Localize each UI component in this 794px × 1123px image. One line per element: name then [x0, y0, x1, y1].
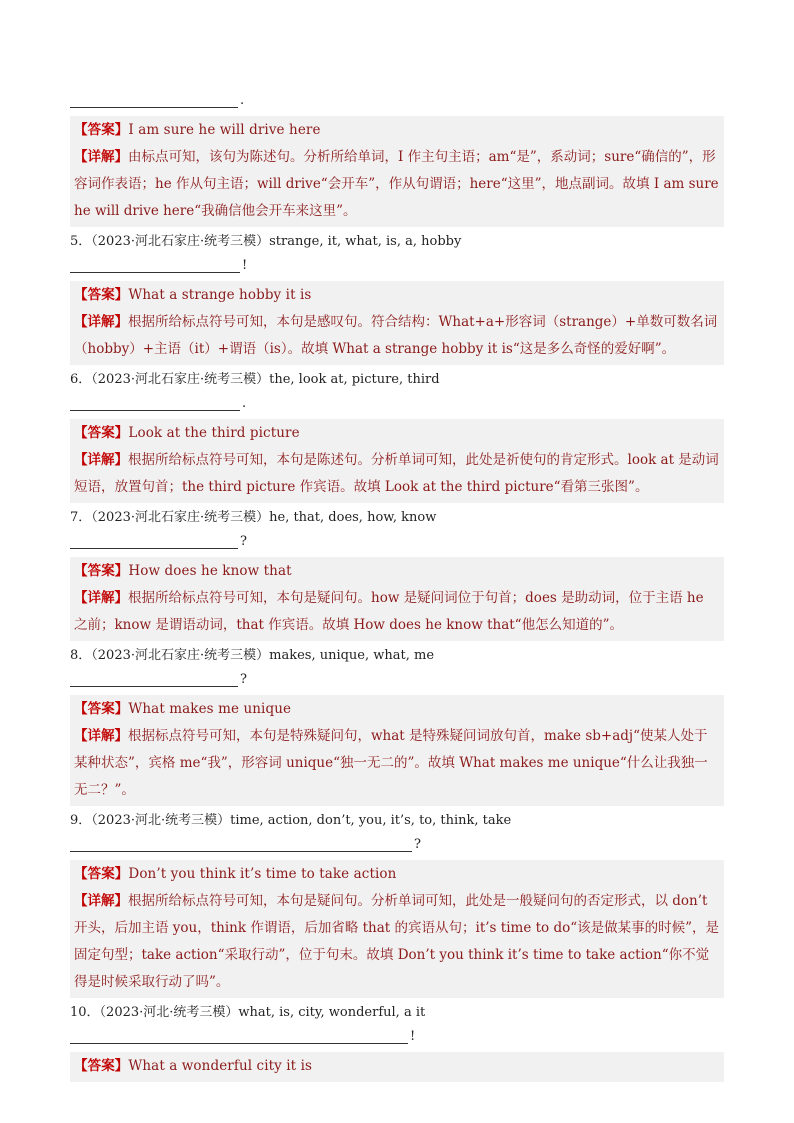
detail-line [74, 585, 720, 639]
answer-line [74, 420, 720, 447]
answer-tag: 【答案】 [74, 425, 129, 441]
answer-blank [70, 533, 724, 551]
question-9 [70, 810, 724, 832]
answer-box [70, 419, 724, 503]
blank-underline [70, 258, 240, 273]
question-source: 5．（2023·河北石家庄·统考三模） [70, 234, 270, 249]
blank-punctuation: . [240, 93, 245, 108]
detail-line [74, 309, 720, 363]
blank-underline [70, 837, 412, 852]
answer-tag: 【答案】 [74, 563, 129, 579]
detail-text: 根据所给标点符号可知，本句是陈述句。分析单词可知，此处是祈使句的肯定形式。look at 是动词短语，放置句首；the third picture 作宾语。故填 Look at the third picture“看第三张图”。 [74, 452, 719, 495]
question-source: 8．（2023·河北石家庄·统考三模） [70, 648, 270, 663]
question-6 [70, 369, 724, 391]
blank-underline [70, 396, 240, 411]
detail-tag: 【详解】 [74, 452, 128, 468]
question-10 [70, 1002, 724, 1024]
answer-line [74, 558, 720, 585]
detail-text: 根据标点符号可知，本句是特殊疑问句，what 是特殊疑问词放句首，make sb+adj“使某人处于某种状态”，宾格 me“我”，形容词 unique“独一无二的”。故填 What makes me unique“什么让我独一无二？”。 [74, 728, 708, 798]
blank-underline [70, 1029, 408, 1044]
answer-text: How does he know that [128, 563, 292, 579]
answer-blank [70, 257, 724, 275]
answer-tag: 【答案】 [74, 701, 129, 717]
answer-blank [70, 671, 724, 689]
blank-underline [70, 672, 238, 687]
detail-line [74, 888, 720, 996]
question-source: 9．（2023·河北·统考三模） [70, 813, 231, 828]
detail-text: 根据所给标点符号可知，本句是感叹句。符合结构：What+a+形容词（strange）+单数可数名词（hobby）+主语（it）+谓语（is）。故填 What a strange hobby it is“这是多么奇怪的爱好啊”。 [74, 314, 718, 357]
blank-punctuation: ! [242, 258, 248, 273]
answer-line [74, 861, 720, 888]
question-words: makes, unique, what, me [269, 648, 435, 663]
answer-box [70, 695, 724, 806]
question-words: the, look at, picture, third [269, 372, 440, 387]
question-source: 7．（2023·河北石家庄·统考三模） [70, 510, 270, 525]
answer-tag: 【答案】 [74, 1058, 129, 1074]
detail-text: 根据所给标点符号可知，本句是疑问句。how 是疑问词位于句首；does 是助动词，位于主语 he 之前；know 是谓语动词，that 作宾语。故填 How does he know that“他怎么知道的”。 [74, 590, 704, 633]
detail-text: 由标点可知，该句为陈述句。分析所给单词，I 作主句主语；am“是”，系动词；sure“确信的”，形容词作表语；he 作从句主语；will drive“会开车”，作从句谓语；here“这里”，地点副词。故填 I am sure he will drive here“我确信他会开车来这里”。 [74, 149, 719, 219]
answer-text: What a strange hobby it is [128, 287, 312, 303]
answer-line [74, 117, 720, 144]
question-words: time, action, don’t, you, it’s, to, think, take [230, 813, 512, 828]
question-5 [70, 231, 724, 253]
detail-tag: 【详解】 [74, 314, 128, 330]
answer-box [70, 557, 724, 641]
question-source: 6．（2023·河北石家庄·统考三模） [70, 372, 270, 387]
answer-tag: 【答案】 [74, 122, 129, 138]
question-words: what, is, city, wonderful, a it [238, 1005, 426, 1020]
answer-box [70, 860, 724, 998]
question-words: strange, it, what, is, a, hobby [269, 234, 462, 249]
answer-box [70, 1052, 724, 1082]
answer-text: What a wonderful city it is [128, 1058, 313, 1074]
answer-text: I am sure he will drive here [128, 122, 321, 138]
detail-tag: 【详解】 [74, 590, 128, 606]
detail-tag: 【详解】 [74, 893, 128, 909]
blank-underline [70, 93, 238, 108]
question-source: 10．（2023·河北·统考三模） [70, 1005, 239, 1020]
question-words: he, that, does, how, know [269, 510, 437, 525]
answer-text: Don’t you think it’s time to take action [128, 866, 397, 882]
blank-punctuation: ? [240, 534, 247, 549]
answer-line [74, 1053, 720, 1080]
exercise-content [70, 92, 724, 1086]
detail-line [74, 723, 720, 804]
answer-line [74, 696, 720, 723]
answer-tag: 【答案】 [74, 287, 129, 303]
question-7 [70, 507, 724, 529]
detail-tag: 【详解】 [74, 728, 128, 744]
answer-box [70, 281, 724, 365]
detail-line [74, 144, 720, 225]
answer-blank [70, 92, 724, 110]
detail-text: 根据所给标点符号可知，本句是疑问句。分析单词可知，此处是一般疑问句的否定形式，以 don’t 开头，后加主语 you，think 作谓语，后加省略 that 的宾语从句；it’s time to do“该是做某事的时候”，是固定句型；take action“采取行动”，位于句末。故填 Don’t you think it’s time to take action“你不觉得是时候采取行动了吗”。 [74, 893, 720, 990]
detail-tag: 【详解】 [74, 149, 128, 165]
blank-punctuation: ! [410, 1029, 416, 1044]
answer-text: What makes me unique [128, 701, 292, 717]
answer-blank [70, 836, 724, 854]
answer-box [70, 116, 724, 227]
detail-line [74, 447, 720, 501]
answer-text: Look at the third picture [128, 425, 300, 441]
blank-punctuation: . [242, 396, 247, 411]
blank-punctuation: ? [414, 837, 421, 852]
answer-blank [70, 1028, 724, 1046]
answer-tag: 【答案】 [74, 866, 129, 882]
blank-punctuation: ? [240, 672, 247, 687]
question-8 [70, 645, 724, 667]
answer-blank [70, 395, 724, 413]
blank-underline [70, 534, 238, 549]
answer-line [74, 282, 720, 309]
